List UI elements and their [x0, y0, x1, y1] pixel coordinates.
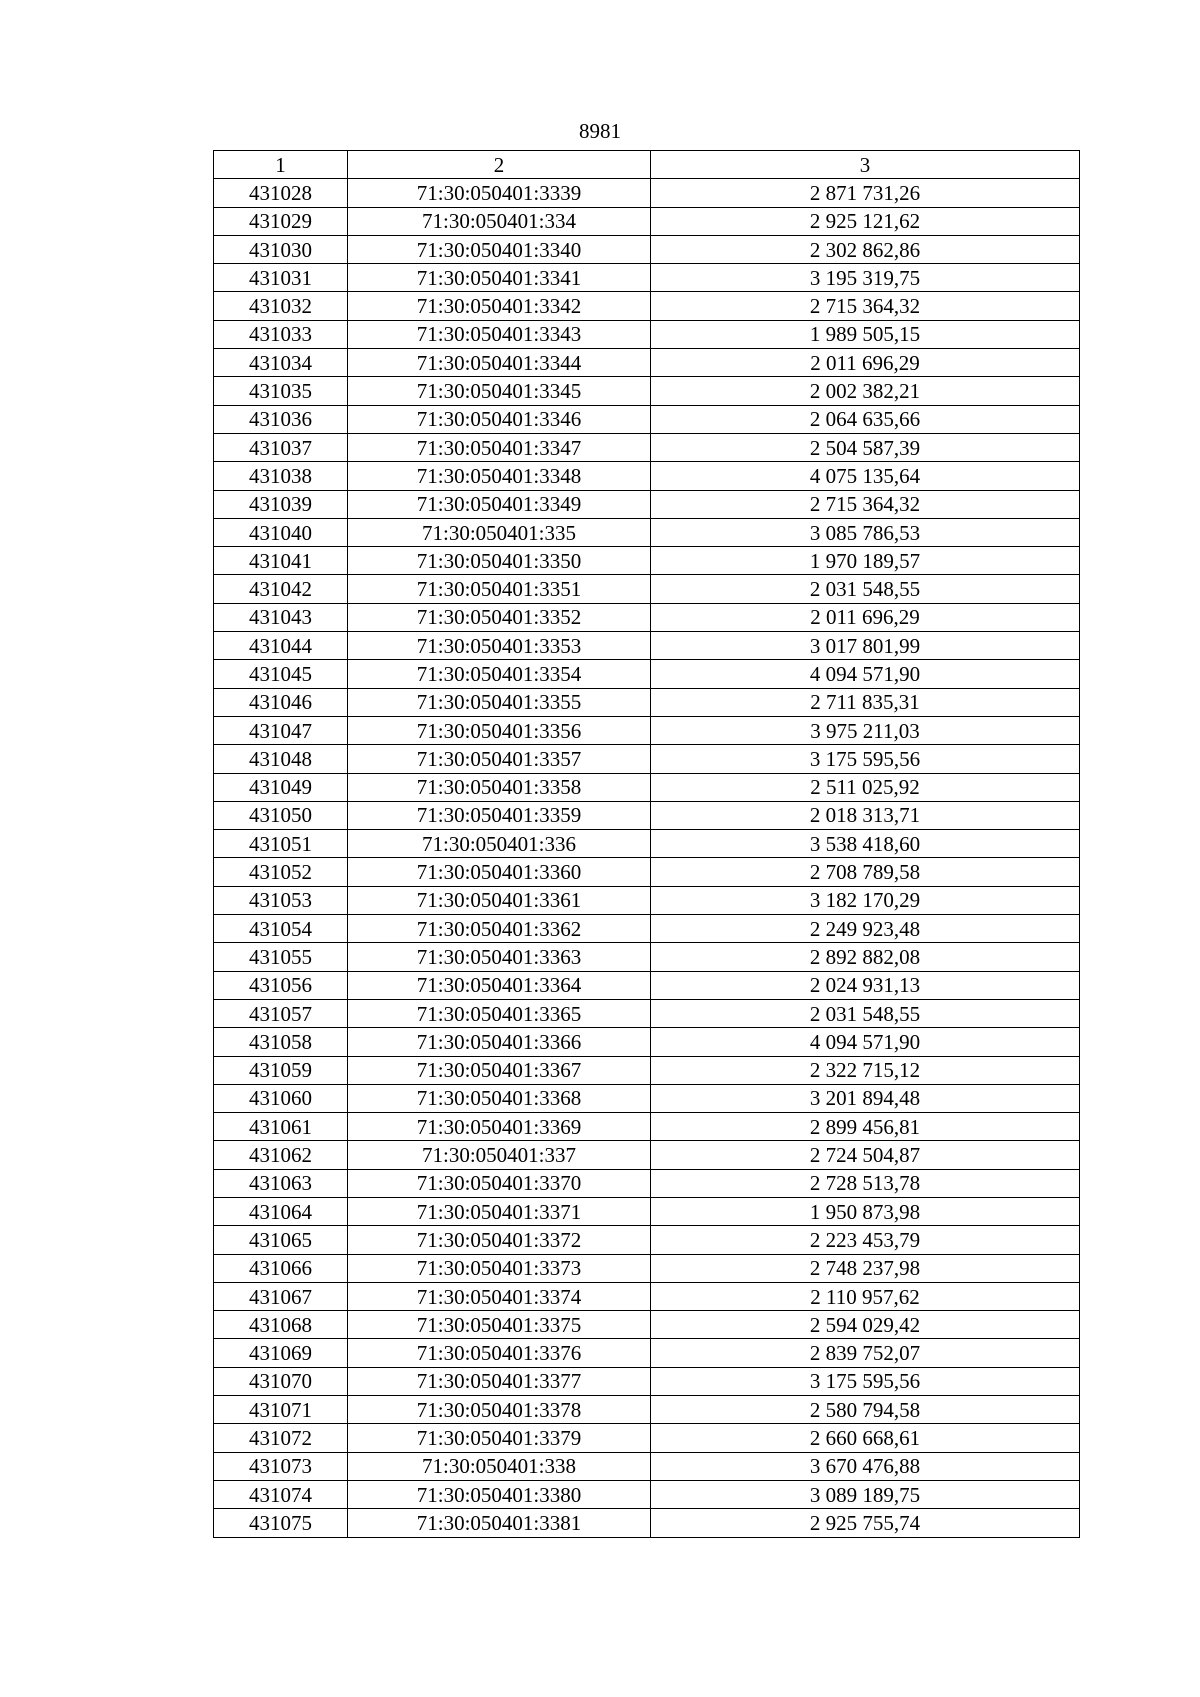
table-row [214, 745, 1080, 773]
cadastral-number-cell: 71:30:050401:3371 [348, 1197, 651, 1225]
cadastral-number-cell: 71:30:050401:3347 [348, 433, 651, 461]
cadastral-number-cell: 71:30:050401:3356 [348, 716, 651, 744]
table-row [214, 1141, 1080, 1169]
value-cell: 2 892 882,08 [651, 943, 1080, 971]
table-row [214, 773, 1080, 801]
table-row [214, 915, 1080, 943]
value-cell: 2 839 752,07 [651, 1339, 1080, 1367]
cadastral-number-cell: 71:30:050401:3372 [348, 1226, 651, 1254]
value-cell: 2 580 794,58 [651, 1396, 1080, 1424]
value-cell: 3 975 211,03 [651, 716, 1080, 744]
value-cell: 3 085 786,53 [651, 518, 1080, 546]
table-row [214, 1056, 1080, 1084]
table-row [214, 1509, 1080, 1537]
value-cell: 2 715 364,32 [651, 292, 1080, 320]
table-row [214, 575, 1080, 603]
table-row [214, 405, 1080, 433]
value-cell: 3 538 418,60 [651, 830, 1080, 858]
value-cell: 2 711 835,31 [651, 688, 1080, 716]
cadastral-number-cell: 71:30:050401:3364 [348, 971, 651, 999]
row-number-cell: 431039 [214, 490, 348, 518]
table-row [214, 1339, 1080, 1367]
cadastral-number-cell: 71:30:050401:338 [348, 1452, 651, 1480]
cadastral-number-cell: 71:30:050401:3362 [348, 915, 651, 943]
value-cell: 2 322 715,12 [651, 1056, 1080, 1084]
cadastral-number-cell: 71:30:050401:3351 [348, 575, 651, 603]
row-number-cell: 431055 [214, 943, 348, 971]
page-number: 8981 [579, 119, 621, 143]
table-row [214, 1311, 1080, 1339]
value-cell: 4 094 571,90 [651, 1028, 1080, 1056]
value-cell: 2 925 121,62 [651, 207, 1080, 235]
cadastral-number-cell: 71:30:050401:3370 [348, 1169, 651, 1197]
cadastral-number-cell: 71:30:050401:3346 [348, 405, 651, 433]
value-cell: 2 002 382,21 [651, 377, 1080, 405]
cadastral-number-cell: 71:30:050401:3360 [348, 858, 651, 886]
table-row [214, 716, 1080, 744]
row-number-cell: 431063 [214, 1169, 348, 1197]
value-cell: 4 094 571,90 [651, 660, 1080, 688]
table-row [214, 235, 1080, 263]
table-row [214, 688, 1080, 716]
table-row [214, 801, 1080, 829]
row-number-cell: 431075 [214, 1509, 348, 1537]
table-row [214, 1396, 1080, 1424]
cadastral-number-cell: 71:30:050401:3344 [348, 349, 651, 377]
cadastral-number-cell: 71:30:050401:334 [348, 207, 651, 235]
cadastral-number-cell: 71:30:050401:3377 [348, 1367, 651, 1395]
value-cell: 2 511 025,92 [651, 773, 1080, 801]
table-row [214, 1367, 1080, 1395]
cadastral-number-cell: 71:30:050401:3358 [348, 773, 651, 801]
table-row [214, 462, 1080, 490]
table-row [214, 349, 1080, 377]
value-cell: 2 871 731,26 [651, 179, 1080, 207]
row-number-cell: 431053 [214, 886, 348, 914]
value-cell: 2 249 923,48 [651, 915, 1080, 943]
row-number-cell: 431050 [214, 801, 348, 829]
cadastral-number-cell: 71:30:050401:3375 [348, 1311, 651, 1339]
cadastral-number-cell: 71:30:050401:3376 [348, 1339, 651, 1367]
value-cell: 2 715 364,32 [651, 490, 1080, 518]
value-cell: 2 018 313,71 [651, 801, 1080, 829]
row-number-cell: 431051 [214, 830, 348, 858]
value-cell: 3 195 319,75 [651, 264, 1080, 292]
table-row [214, 1282, 1080, 1310]
table-row [214, 632, 1080, 660]
row-number-cell: 431057 [214, 999, 348, 1027]
value-cell: 2 031 548,55 [651, 575, 1080, 603]
row-number-cell: 431037 [214, 433, 348, 461]
table-row [214, 1254, 1080, 1282]
row-number-cell: 431058 [214, 1028, 348, 1056]
row-number-cell: 431065 [214, 1226, 348, 1254]
table-row [214, 999, 1080, 1027]
column-header-3: 3 [651, 151, 1080, 179]
row-number-cell: 431048 [214, 745, 348, 773]
cadastral-number-cell: 71:30:050401:3369 [348, 1113, 651, 1141]
row-number-cell: 431032 [214, 292, 348, 320]
row-number-cell: 431044 [214, 632, 348, 660]
value-cell: 2 925 755,74 [651, 1509, 1080, 1537]
cadastral-number-cell: 71:30:050401:3367 [348, 1056, 651, 1084]
row-number-cell: 431040 [214, 518, 348, 546]
cadastral-number-cell: 71:30:050401:3380 [348, 1480, 651, 1508]
header-row [214, 151, 1080, 179]
value-cell: 3 175 595,56 [651, 1367, 1080, 1395]
row-number-cell: 431036 [214, 405, 348, 433]
table-row [214, 547, 1080, 575]
value-cell: 2 110 957,62 [651, 1282, 1080, 1310]
row-number-cell: 431038 [214, 462, 348, 490]
row-number-cell: 431041 [214, 547, 348, 575]
row-number-cell: 431045 [214, 660, 348, 688]
cadastral-number-cell: 71:30:050401:337 [348, 1141, 651, 1169]
value-cell: 1 970 189,57 [651, 547, 1080, 575]
value-cell: 2 728 513,78 [651, 1169, 1080, 1197]
table-row [214, 1424, 1080, 1452]
value-cell: 2 899 456,81 [651, 1113, 1080, 1141]
table-row [214, 490, 1080, 518]
cadastral-number-cell: 71:30:050401:3366 [348, 1028, 651, 1056]
table-row [214, 603, 1080, 631]
table-body [214, 179, 1080, 1537]
table-row [214, 830, 1080, 858]
table-row [214, 264, 1080, 292]
row-number-cell: 431033 [214, 320, 348, 348]
value-cell: 2 064 635,66 [651, 405, 1080, 433]
data-table [213, 150, 1080, 1538]
table-row [214, 1452, 1080, 1480]
row-number-cell: 431061 [214, 1113, 348, 1141]
value-cell: 3 089 189,75 [651, 1480, 1080, 1508]
cadastral-number-cell: 71:30:050401:3353 [348, 632, 651, 660]
cadastral-number-cell: 71:30:050401:3345 [348, 377, 651, 405]
cadastral-number-cell: 71:30:050401:3352 [348, 603, 651, 631]
cadastral-number-cell: 71:30:050401:3373 [348, 1254, 651, 1282]
column-header-2: 2 [348, 151, 651, 179]
cadastral-number-cell: 71:30:050401:3348 [348, 462, 651, 490]
table-row [214, 858, 1080, 886]
value-cell: 2 011 696,29 [651, 603, 1080, 631]
cadastral-number-cell: 71:30:050401:3374 [348, 1282, 651, 1310]
table-row [214, 1226, 1080, 1254]
cadastral-number-cell: 71:30:050401:3368 [348, 1084, 651, 1112]
table-row [214, 660, 1080, 688]
value-cell: 2 504 587,39 [651, 433, 1080, 461]
value-cell: 2 660 668,61 [651, 1424, 1080, 1452]
cadastral-number-cell: 71:30:050401:3365 [348, 999, 651, 1027]
row-number-cell: 431043 [214, 603, 348, 631]
row-number-cell: 431034 [214, 349, 348, 377]
row-number-cell: 431049 [214, 773, 348, 801]
cadastral-number-cell: 71:30:050401:335 [348, 518, 651, 546]
cadastral-number-cell: 71:30:050401:3341 [348, 264, 651, 292]
row-number-cell: 431062 [214, 1141, 348, 1169]
cadastral-number-cell: 71:30:050401:3342 [348, 292, 651, 320]
table-row [214, 1113, 1080, 1141]
value-cell: 3 201 894,48 [651, 1084, 1080, 1112]
cadastral-number-cell: 71:30:050401:3361 [348, 886, 651, 914]
row-number-cell: 431064 [214, 1197, 348, 1225]
cadastral-number-cell: 71:30:050401:3363 [348, 943, 651, 971]
table-row [214, 292, 1080, 320]
table-row [214, 943, 1080, 971]
row-number-cell: 431042 [214, 575, 348, 603]
row-number-cell: 431074 [214, 1480, 348, 1508]
row-number-cell: 431030 [214, 235, 348, 263]
cadastral-number-cell: 71:30:050401:3349 [348, 490, 651, 518]
table-header [214, 151, 1080, 179]
value-cell: 2 594 029,42 [651, 1311, 1080, 1339]
row-number-cell: 431031 [214, 264, 348, 292]
table-row [214, 1197, 1080, 1225]
value-cell: 2 011 696,29 [651, 349, 1080, 377]
row-number-cell: 431068 [214, 1311, 348, 1339]
row-number-cell: 431072 [214, 1424, 348, 1452]
cadastral-number-cell: 71:30:050401:3359 [348, 801, 651, 829]
row-number-cell: 431052 [214, 858, 348, 886]
value-cell: 3 017 801,99 [651, 632, 1080, 660]
row-number-cell: 431073 [214, 1452, 348, 1480]
table-row [214, 971, 1080, 999]
value-cell: 1 950 873,98 [651, 1197, 1080, 1225]
row-number-cell: 431060 [214, 1084, 348, 1112]
row-number-cell: 431047 [214, 716, 348, 744]
row-number-cell: 431066 [214, 1254, 348, 1282]
cadastral-number-cell: 71:30:050401:3357 [348, 745, 651, 773]
table-row [214, 1028, 1080, 1056]
value-cell: 2 031 548,55 [651, 999, 1080, 1027]
cadastral-number-cell: 71:30:050401:3350 [348, 547, 651, 575]
row-number-cell: 431067 [214, 1282, 348, 1310]
cadastral-number-cell: 71:30:050401:3339 [348, 179, 651, 207]
row-number-cell: 431070 [214, 1367, 348, 1395]
value-cell: 2 024 931,13 [651, 971, 1080, 999]
value-cell: 3 182 170,29 [651, 886, 1080, 914]
cadastral-number-cell: 71:30:050401:3378 [348, 1396, 651, 1424]
cadastral-number-cell: 71:30:050401:3381 [348, 1509, 651, 1537]
cadastral-number-cell: 71:30:050401:3343 [348, 320, 651, 348]
table-row [214, 1480, 1080, 1508]
cadastral-number-cell: 71:30:050401:3340 [348, 235, 651, 263]
column-header-1: 1 [214, 151, 348, 179]
table-row [214, 377, 1080, 405]
value-cell: 1 989 505,15 [651, 320, 1080, 348]
table-row [214, 433, 1080, 461]
value-cell: 2 708 789,58 [651, 858, 1080, 886]
value-cell: 2 302 862,86 [651, 235, 1080, 263]
row-number-cell: 431069 [214, 1339, 348, 1367]
table-row [214, 886, 1080, 914]
row-number-cell: 431056 [214, 971, 348, 999]
value-cell: 2 223 453,79 [651, 1226, 1080, 1254]
table-row [214, 207, 1080, 235]
table-row [214, 179, 1080, 207]
row-number-cell: 431046 [214, 688, 348, 716]
row-number-cell: 431059 [214, 1056, 348, 1084]
value-cell: 2 748 237,98 [651, 1254, 1080, 1282]
table-row [214, 320, 1080, 348]
cadastral-number-cell: 71:30:050401:3354 [348, 660, 651, 688]
value-cell: 4 075 135,64 [651, 462, 1080, 490]
table-row [214, 1084, 1080, 1112]
row-number-cell: 431028 [214, 179, 348, 207]
row-number-cell: 431029 [214, 207, 348, 235]
row-number-cell: 431071 [214, 1396, 348, 1424]
value-cell: 3 670 476,88 [651, 1452, 1080, 1480]
table-row [214, 1169, 1080, 1197]
value-cell: 2 724 504,87 [651, 1141, 1080, 1169]
cadastral-number-cell: 71:30:050401:3379 [348, 1424, 651, 1452]
cadastral-number-cell: 71:30:050401:3355 [348, 688, 651, 716]
table-row [214, 518, 1080, 546]
cadastral-number-cell: 71:30:050401:336 [348, 830, 651, 858]
row-number-cell: 431054 [214, 915, 348, 943]
row-number-cell: 431035 [214, 377, 348, 405]
value-cell: 3 175 595,56 [651, 745, 1080, 773]
